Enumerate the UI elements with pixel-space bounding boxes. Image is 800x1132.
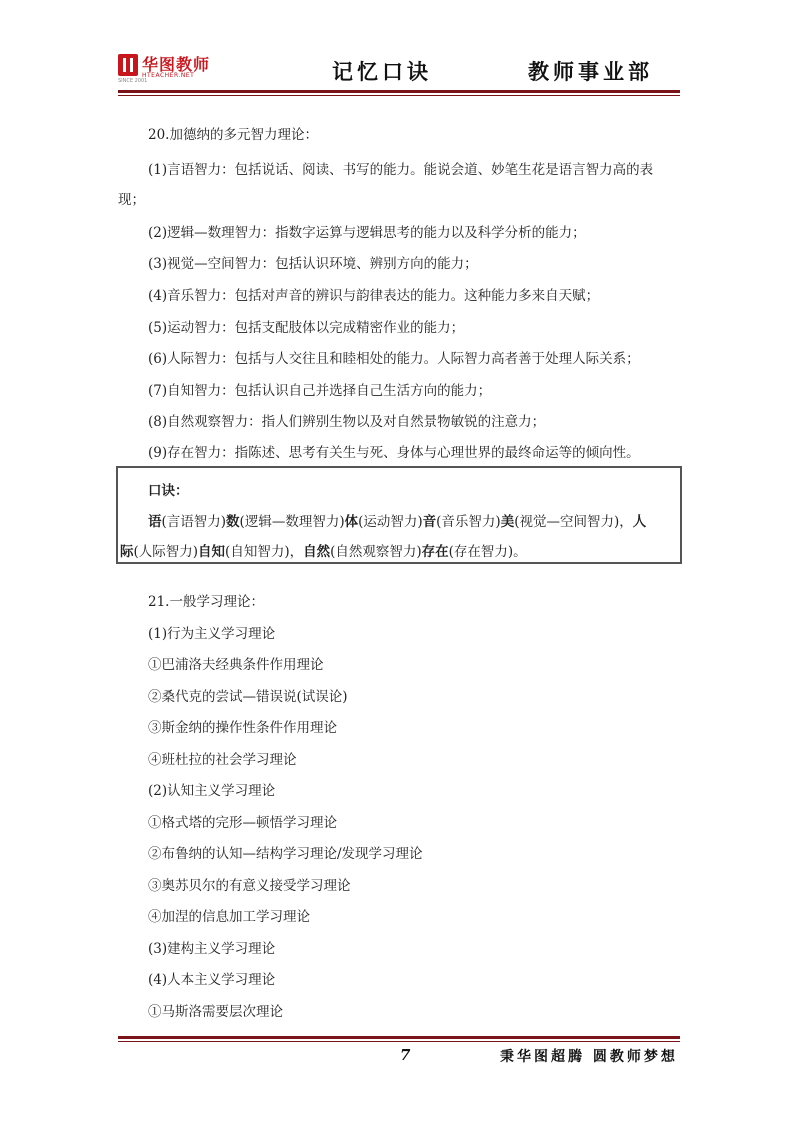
section21-item: ②桑代克的尝试—错误说(试误论) xyxy=(148,689,348,705)
section21-item: ④加涅的信息加工学习理论 xyxy=(148,909,310,925)
section20-item: (1)言语智力：包括说话、阅读、书写的能力。能说会道、妙笔生花是语言智力高的表 xyxy=(148,162,654,178)
mnemonic-note: (视觉—空间智力)， xyxy=(514,514,633,530)
section20-item: (4)音乐智力：包括对声音的辨识与韵律表达的能力。这种能力多来自天赋； xyxy=(148,288,600,304)
mnemonic-key: 美 xyxy=(500,514,515,530)
mnemonic-key: 数 xyxy=(226,514,240,530)
section21-item: (2)认知主义学习理论 xyxy=(148,783,276,799)
mnemonic-line-1 xyxy=(148,510,646,530)
section20-item: (7)自知智力：包括认识自己并选择自己生活方向的能力； xyxy=(148,383,492,399)
section20-item: (8)自然观察智力：指人们辨别生物以及对自然景物敏锐的注意力； xyxy=(148,414,546,430)
mnemonic-key: 存在 xyxy=(421,544,449,560)
mnemonic-key: 体 xyxy=(344,514,359,530)
mnemonic-note: (运动智力) xyxy=(358,514,423,530)
header-rule-thick xyxy=(118,90,680,93)
mnemonic-note: (存在智力)。 xyxy=(448,544,527,560)
header-rule-thin xyxy=(118,95,680,96)
section21-item: ①巴浦洛夫经典条件作用理论 xyxy=(148,657,324,673)
header-dept: 教师事业部 xyxy=(528,59,653,84)
section21-item: ②布鲁纳的认知—结构学习理论/发现学习理论 xyxy=(148,846,423,862)
header-title: 记忆口诀 xyxy=(332,59,432,84)
mnemonic-title: 口诀： xyxy=(148,483,189,499)
section21-item: ③奥苏贝尔的有意义接受学习理论 xyxy=(148,878,351,894)
section20-item-cont: 现； xyxy=(118,192,145,208)
logo-url: HTEACHER.NET xyxy=(142,72,195,79)
logo-icon xyxy=(118,54,138,76)
mnemonic-key: 语 xyxy=(148,514,162,530)
logo-since: SINCE 2001 xyxy=(118,78,148,84)
mnemonic-key: 际 xyxy=(120,544,134,560)
page-number: 7 xyxy=(400,1046,411,1064)
section21-item: ①格式塔的完形—顿悟学习理论 xyxy=(148,815,337,831)
mnemonic-note: (逻辑—数理智力) xyxy=(239,514,345,530)
section21-item: (4)人本主义学习理论 xyxy=(148,972,276,988)
section21-item: ①马斯洛需要层次理论 xyxy=(148,1004,283,1020)
section21-item: (1)行为主义学习理论 xyxy=(148,626,276,642)
page-header xyxy=(118,48,680,96)
section20-heading: 20.加德纳的多元智力理论： xyxy=(148,127,318,143)
section21-item: (3)建构主义学习理论 xyxy=(148,941,276,957)
mnemonic-note: (人际智力) xyxy=(133,544,199,560)
footer-rule-thin xyxy=(118,1041,680,1042)
section20-item: (5)运动智力：包括支配肢体以完成精密作业的能力； xyxy=(148,320,465,336)
mnemonic-key: 音 xyxy=(422,514,437,530)
section21-item: ③斯金纳的操作性条件作用理论 xyxy=(148,720,337,736)
mnemonic-note: (自知智力)， xyxy=(225,544,304,560)
mnemonic-key: 自知 xyxy=(198,544,226,560)
section20-item: (2)逻辑—数理智力：指数字运算与逻辑思考的能力以及科学分析的能力； xyxy=(148,225,586,241)
section20-item: (3)视觉—空间智力：包括认识环境、辨别方向的能力； xyxy=(148,256,478,272)
logo-text: 华图教师 xyxy=(142,55,211,74)
mnemonic-key: 自然 xyxy=(303,544,331,560)
mnemonic-note: (自然观察智力) xyxy=(330,544,422,560)
footer-rule-thick xyxy=(118,1036,680,1039)
section21-item: ④班杜拉的社会学习理论 xyxy=(148,752,297,768)
mnemonic-key: 人 xyxy=(632,514,647,530)
mnemonic-note: (言语智力) xyxy=(161,514,227,530)
section20-item: (9)存在智力：指陈述、思考有关生与死、身体与心理世界的最终命运等的倾向性。 xyxy=(148,445,640,461)
section20-item: (6)人际智力：包括与人交往且和睦相处的能力。人际智力高者善于处理人际关系； xyxy=(148,351,640,367)
mnemonic-note: (音乐智力) xyxy=(436,514,501,530)
footer-slogan: 秉华图超腾 圆教师梦想 xyxy=(500,1049,678,1065)
section21-heading: 21.一般学习理论： xyxy=(148,594,264,610)
mnemonic-line-2 xyxy=(120,540,527,560)
